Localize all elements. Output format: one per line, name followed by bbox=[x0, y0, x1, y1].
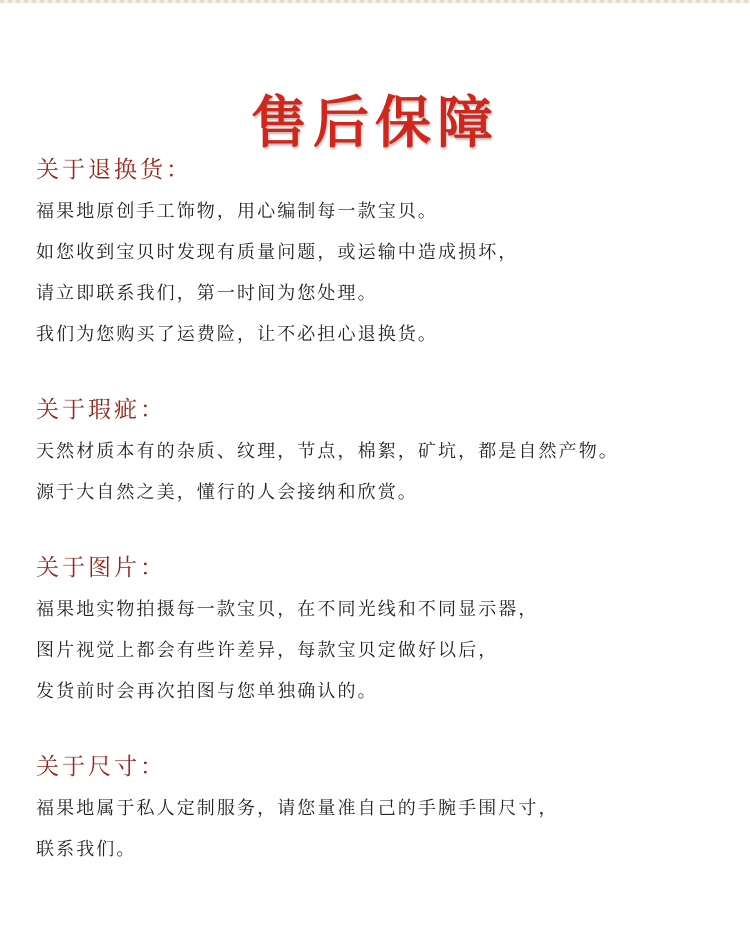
section-heading: 关于瑕疵： bbox=[36, 397, 166, 423]
photos-section bbox=[36, 553, 726, 721]
section-text-line: 图片视觉上都会有些许差异，每款宝贝定做好以后， bbox=[36, 640, 499, 661]
section-heading: 关于尺寸： bbox=[36, 754, 166, 780]
returns-section bbox=[36, 155, 726, 364]
section-text-line: 请立即联系我们，第一时间为您处理。 bbox=[36, 283, 378, 304]
section-text-line: 福果地原创手工饰物，用心编制每一款宝贝。 bbox=[36, 201, 438, 222]
section-text-line: 福果地实物拍摄每一款宝贝，在不同光线和不同显示器， bbox=[36, 599, 539, 620]
section-heading: 关于退换货： bbox=[36, 157, 192, 183]
section-text-line: 如您收到宝贝时发现有质量问题，或运输中造成损坏， bbox=[36, 242, 519, 263]
section-text-line: 我们为您购买了运费险，让不必担心退换货。 bbox=[36, 324, 438, 345]
section-text-line: 发货前时会再次拍图与您单独确认的。 bbox=[36, 681, 378, 702]
section-text-line: 天然材质本有的杂质、纹理，节点，棉絮，矿坑，都是自然产物。 bbox=[36, 441, 619, 462]
top-decorative-border bbox=[0, 0, 750, 3]
section-text-line: 源于大自然之美，懂行的人会接纳和欣赏。 bbox=[36, 482, 418, 503]
section-text-line: 联系我们。 bbox=[36, 839, 137, 860]
section-heading: 关于图片： bbox=[36, 555, 166, 581]
size-section bbox=[36, 752, 726, 879]
flaws-section bbox=[36, 395, 726, 522]
section-text-line: 福果地属于私人定制服务，请您量准自己的手腕手围尺寸， bbox=[36, 798, 559, 819]
page-title: 售后保障 bbox=[251, 89, 499, 156]
